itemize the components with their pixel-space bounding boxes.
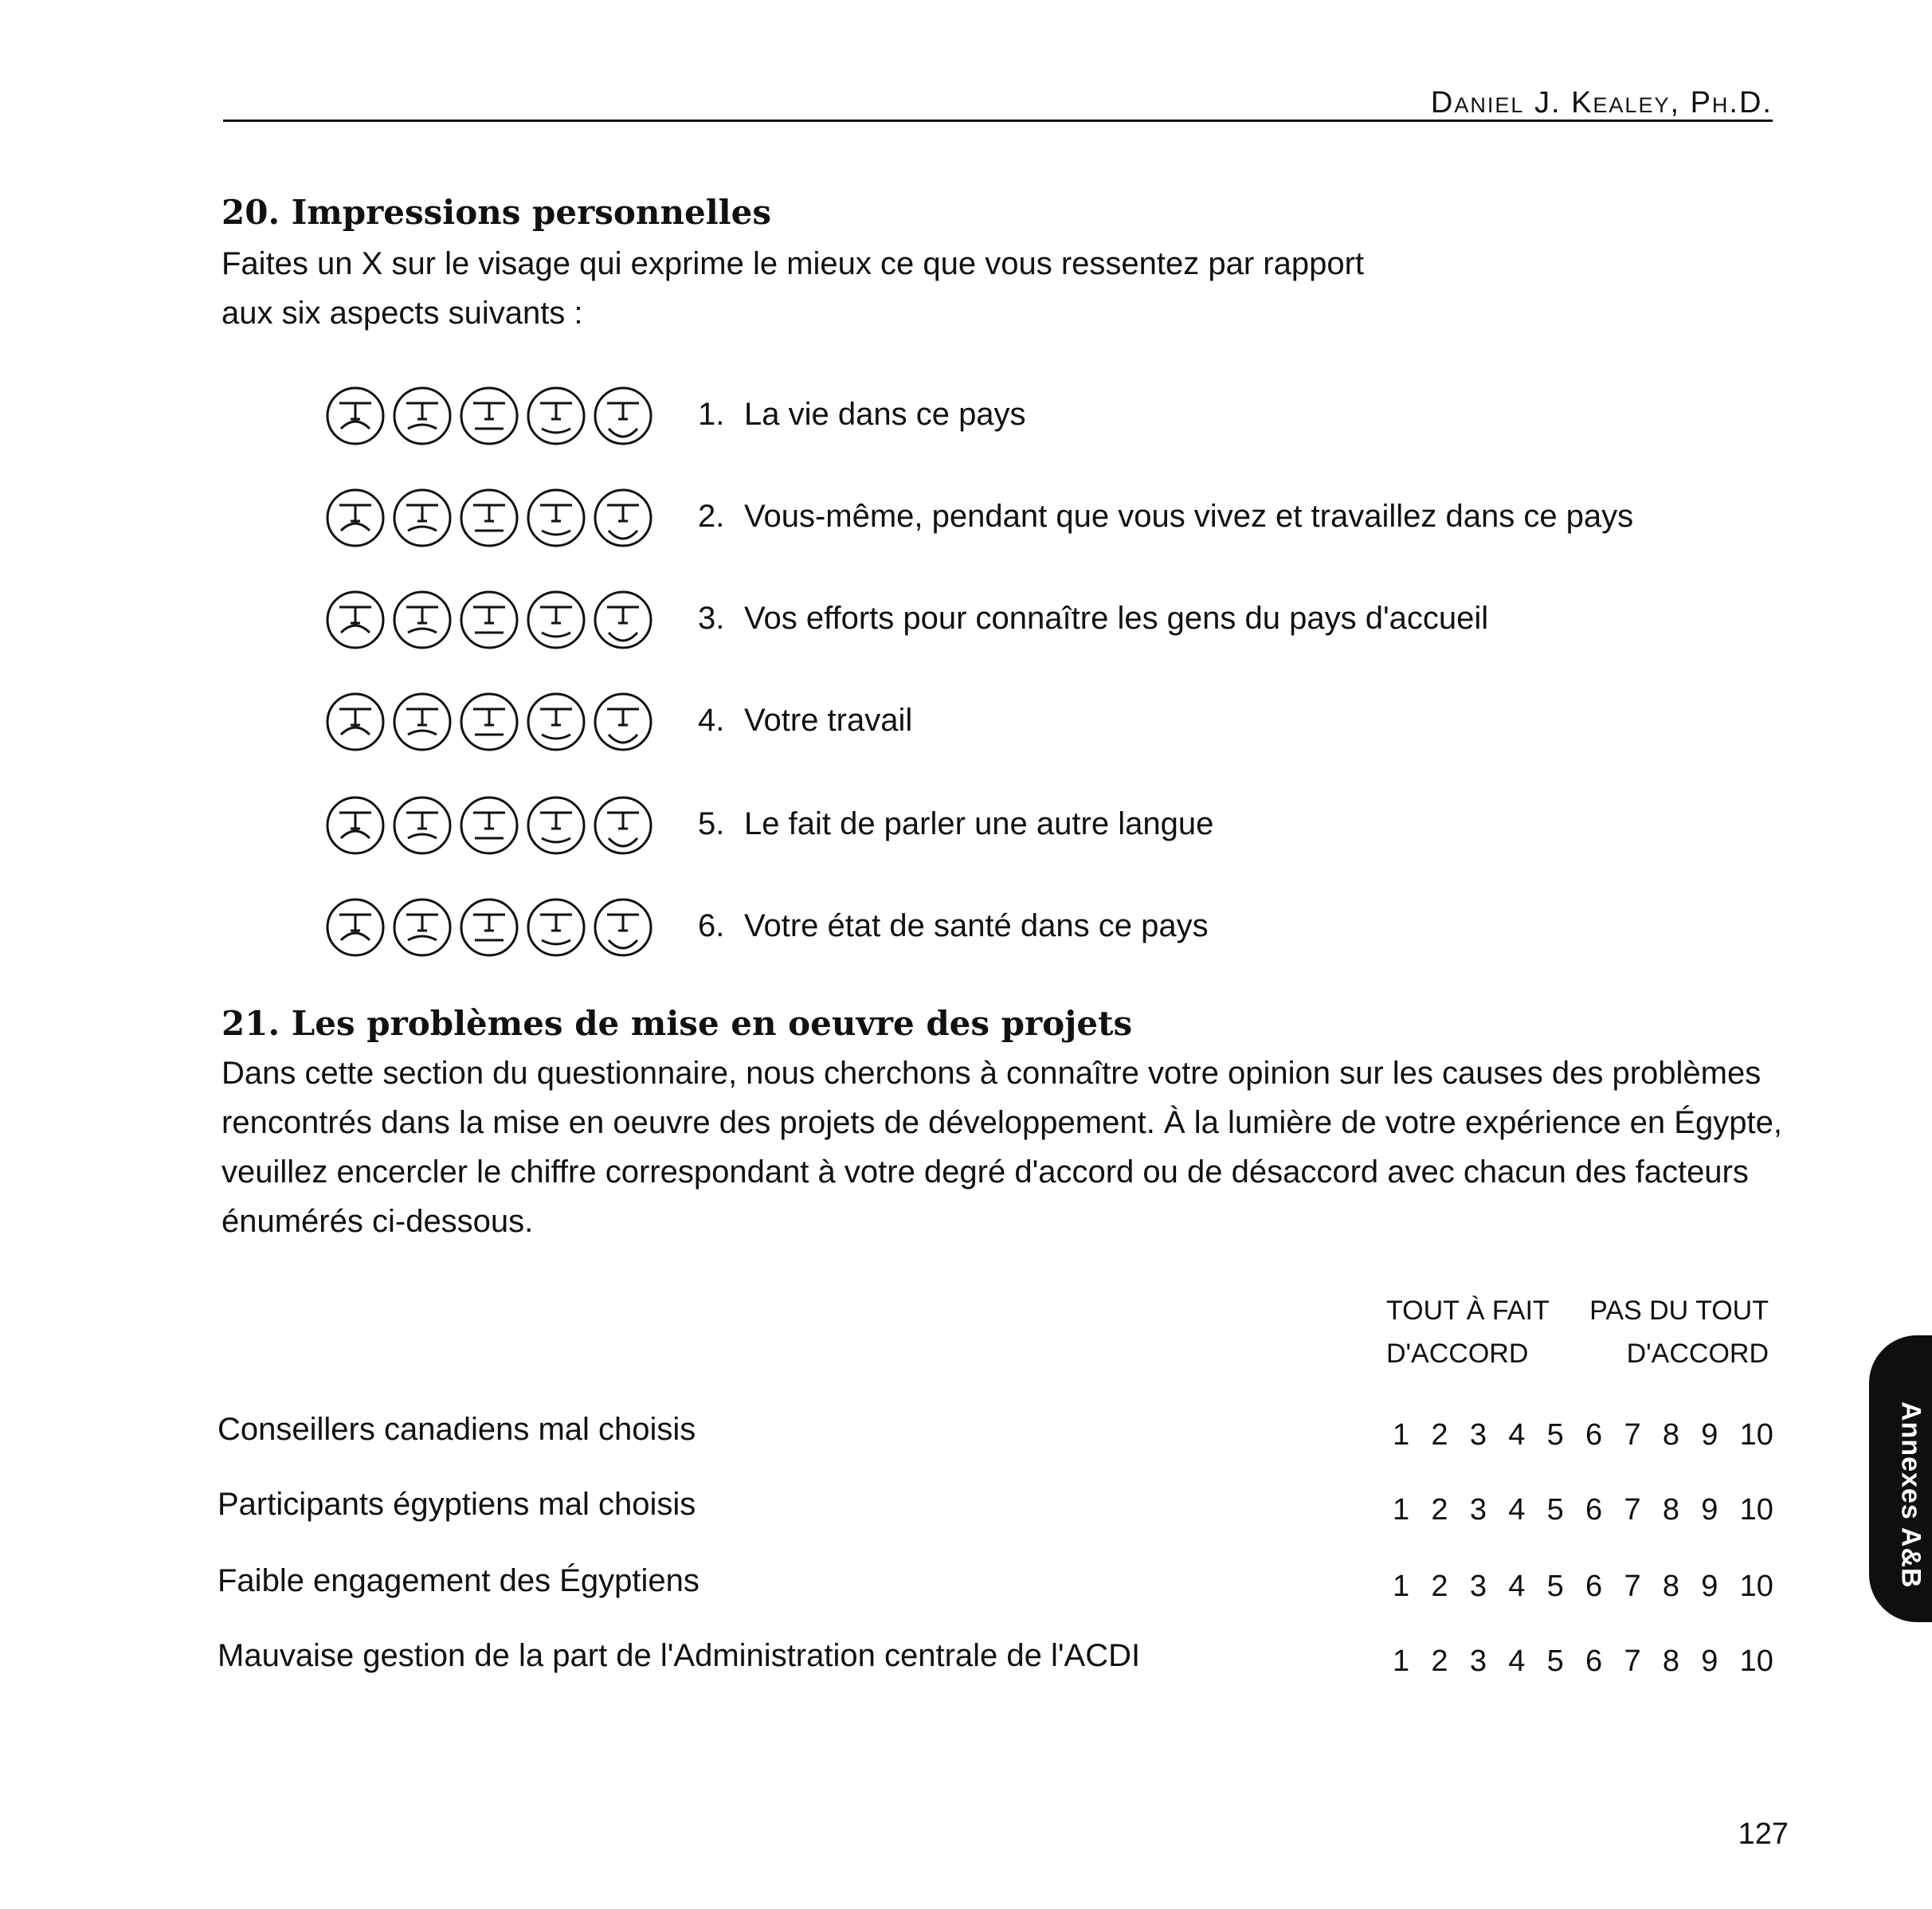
sad-face-icon[interactable] (394, 388, 450, 444)
aspect-label: Le fait de parler une autre langue (744, 806, 1214, 841)
scale-option[interactable]: 1 (1393, 1644, 1410, 1678)
face-scale-row (323, 486, 658, 550)
section-20-title: 20. Impressions personnelles (221, 193, 772, 232)
sad-face-icon[interactable] (394, 900, 450, 955)
aspect-item (698, 601, 1488, 637)
happy-face-icon[interactable] (595, 798, 651, 853)
side-tab-label: Annexes A&B (1895, 1401, 1926, 1589)
scale-option[interactable]: 6 (1585, 1418, 1603, 1452)
neutral-face-icon[interactable] (461, 592, 517, 648)
aspect-label: Vous-même, pendant que vous vivez et travaillez dans ce pays (744, 499, 1634, 534)
aspect-number: 3. (698, 601, 725, 636)
neutral-face-icon[interactable] (461, 798, 517, 853)
very-sad-face-icon[interactable] (327, 490, 383, 546)
neutral-face-icon[interactable] (461, 388, 517, 444)
aspect-item (698, 397, 1026, 433)
scale-option[interactable]: 1 (1393, 1570, 1410, 1603)
face-scale-row (323, 384, 658, 448)
scale-option[interactable]: 7 (1624, 1418, 1641, 1452)
scale-option[interactable]: 10 (1739, 1570, 1773, 1603)
scale-option[interactable]: 8 (1662, 1418, 1679, 1452)
scale-option[interactable]: 4 (1508, 1570, 1526, 1603)
scale-option[interactable]: 2 (1431, 1418, 1448, 1452)
scale-option[interactable]: 1 (1393, 1493, 1410, 1527)
happy-face-icon[interactable] (595, 592, 651, 648)
scale-option[interactable]: 7 (1624, 1493, 1641, 1527)
scale-option[interactable]: 2 (1431, 1644, 1448, 1678)
aspect-number: 5. (698, 806, 725, 841)
scale-option[interactable]: 4 (1508, 1418, 1526, 1452)
smile-face-icon[interactable] (528, 798, 584, 853)
scale-option[interactable]: 2 (1431, 1570, 1448, 1603)
running-header-author: Daniel J. Kealey, Ph.D. (1430, 86, 1773, 120)
scale-option[interactable]: 4 (1508, 1493, 1526, 1527)
aspect-label: Vos efforts pour connaître les gens du pays d'accueil (744, 601, 1489, 636)
scale-option[interactable]: 7 (1624, 1644, 1641, 1678)
aspect-item (698, 499, 1633, 535)
scale-option[interactable]: 1 (1393, 1418, 1410, 1452)
face-scale-row (323, 690, 658, 754)
neutral-face-icon[interactable] (461, 490, 517, 546)
aspect-number: 4. (698, 703, 725, 738)
aspect-number: 2. (698, 499, 725, 534)
very-sad-face-icon[interactable] (327, 388, 383, 444)
aspect-number: 1. (698, 397, 725, 432)
face-scale-row (323, 588, 658, 652)
scale-option[interactable]: 10 (1739, 1418, 1773, 1452)
factor-label: Faible engagement des Égyptiens (217, 1563, 700, 1598)
scale-option[interactable]: 5 (1546, 1644, 1564, 1678)
happy-face-icon[interactable] (595, 694, 651, 750)
aspect-label: Votre travail (744, 703, 913, 738)
agreement-scale (1393, 1493, 1773, 1527)
scale-option[interactable]: 6 (1585, 1493, 1603, 1527)
scale-option[interactable]: 2 (1431, 1493, 1448, 1527)
scale-option[interactable]: 9 (1701, 1418, 1718, 1452)
scale-option[interactable]: 4 (1508, 1644, 1526, 1678)
aspect-label: Votre état de santé dans ce pays (744, 908, 1209, 943)
neutral-face-icon[interactable] (461, 694, 517, 750)
aspect-number: 6. (698, 908, 725, 943)
happy-face-icon[interactable] (595, 490, 651, 546)
aspect-item (698, 703, 912, 739)
agreement-scale (1393, 1644, 1773, 1679)
scale-right-heading: PAS DU TOUT D'ACCORD (1589, 1296, 1769, 1369)
section-21-title: 21. Les problèmes de mise en oeuvre des projets (221, 1004, 1133, 1043)
smile-face-icon[interactable] (528, 900, 584, 955)
scale-option[interactable]: 5 (1546, 1493, 1564, 1527)
aspect-label: La vie dans ce pays (744, 397, 1026, 432)
scale-option[interactable]: 9 (1701, 1644, 1718, 1678)
face-scale-row (323, 794, 658, 857)
smile-face-icon[interactable] (528, 592, 584, 648)
aspect-item (698, 908, 1209, 944)
scale-option[interactable]: 8 (1662, 1570, 1679, 1603)
header-rule (223, 120, 1773, 122)
scale-option[interactable]: 10 (1739, 1644, 1773, 1678)
sad-face-icon[interactable] (394, 798, 450, 853)
scale-option[interactable]: 9 (1701, 1493, 1718, 1527)
agreement-scale (1393, 1418, 1773, 1452)
sad-face-icon[interactable] (394, 694, 450, 750)
very-sad-face-icon[interactable] (327, 900, 383, 955)
factor-label: Conseillers canadiens mal choisis (217, 1412, 696, 1447)
happy-face-icon[interactable] (595, 388, 651, 444)
scale-option[interactable]: 7 (1624, 1570, 1641, 1603)
aspect-item (698, 806, 1213, 842)
scale-option[interactable]: 3 (1469, 1418, 1487, 1452)
section-20-instructions: Faites un X sur le visage qui exprime le mieux ce que vous ressentez par rapport aux six aspects suivants : (221, 246, 1365, 331)
very-sad-face-icon[interactable] (327, 592, 383, 648)
sad-face-icon[interactable] (394, 490, 450, 546)
happy-face-icon[interactable] (595, 900, 651, 955)
scale-option[interactable]: 6 (1585, 1644, 1603, 1678)
smile-face-icon[interactable] (528, 694, 584, 750)
agreement-scale (1393, 1570, 1773, 1604)
scale-option[interactable]: 8 (1662, 1493, 1679, 1527)
scale-option[interactable]: 5 (1546, 1418, 1564, 1452)
sad-face-icon[interactable] (394, 592, 450, 648)
scale-option[interactable]: 9 (1701, 1570, 1718, 1603)
smile-face-icon[interactable] (528, 388, 584, 444)
section-21-instructions: Dans cette section du questionnaire, nous cherchons à connaître votre opinion sur les causes des problèmes rencontrés dans la mise en oeuvre des projets de développement. À la lumière de votre expérience en Égypte, veuillez encercler le chiffre correspondant à votre degré d'accord ou de désaccord avec chacun des facteurs énumérés ci-dessous. (221, 1056, 1782, 1239)
smile-face-icon[interactable] (528, 490, 584, 546)
scale-option[interactable]: 3 (1469, 1493, 1487, 1527)
scale-option[interactable]: 3 (1469, 1644, 1487, 1678)
very-sad-face-icon[interactable] (327, 798, 383, 853)
factor-label: Participants égyptiens mal choisis (217, 1487, 696, 1522)
scale-option[interactable]: 8 (1662, 1644, 1679, 1678)
factor-label: Mauvaise gestion de la part de l'Administration centrale de l'ACDI (217, 1638, 1141, 1673)
face-scale-row (323, 896, 658, 959)
scale-option[interactable]: 6 (1585, 1570, 1603, 1603)
scale-left-heading: TOUT À FAIT D'ACCORD (1386, 1296, 1550, 1369)
neutral-face-icon[interactable] (461, 900, 517, 955)
scale-option[interactable]: 10 (1739, 1493, 1773, 1527)
page-number: 127 (1738, 1817, 1789, 1851)
scale-option[interactable]: 5 (1546, 1570, 1564, 1603)
very-sad-face-icon[interactable] (327, 694, 383, 750)
scale-option[interactable]: 3 (1469, 1570, 1487, 1603)
